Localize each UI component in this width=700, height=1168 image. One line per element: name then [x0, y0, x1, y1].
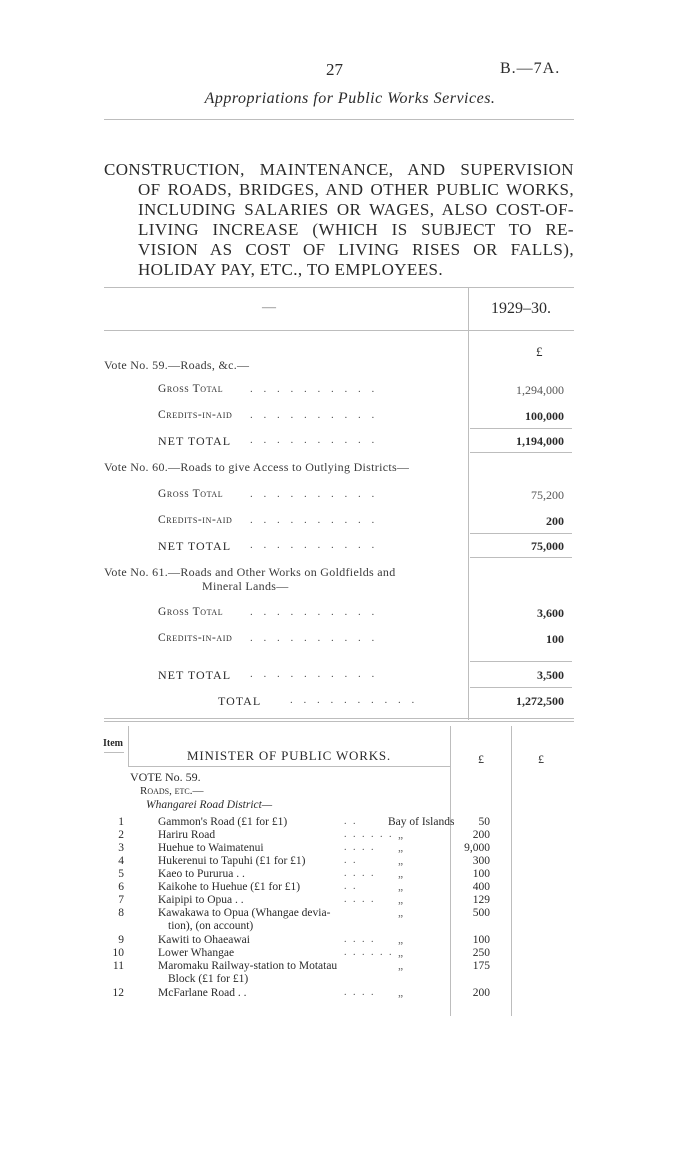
vote-61-credits-amount: 100: [546, 632, 564, 646]
leader-dots: . .: [344, 855, 358, 866]
item-amount: 100: [472, 868, 490, 880]
heading-line: HOLIDAY PAY, ETC., TO EMPLOYEES.: [138, 260, 444, 279]
item-district: „: [398, 829, 404, 841]
vote-60-gross-label: Gross Total: [158, 488, 224, 500]
heading-line: OF ROADS, BRIDGES, AND OTHER PUBLIC WORKS,: [138, 180, 574, 199]
table-top-rule: [104, 287, 574, 288]
heading-line: INCLUDING SALARIES OR WAGES, ALSO COST-OF-: [138, 200, 574, 219]
vote-59-label: Vote No. 59.—Roads, &c.—: [104, 358, 250, 372]
item-name: Hukerenui to Tapuhi (£1 for £1): [158, 855, 306, 867]
column-rule: [450, 726, 451, 1016]
item-name: Kawiti to Ohaeawai: [158, 934, 250, 946]
vote-59-net-amount: 1,194,000: [516, 434, 564, 448]
item-number: 7: [118, 894, 124, 906]
item-name: Kawakawa to Opua (Whangae devia-: [158, 907, 331, 919]
leader-dots: . . . .: [344, 934, 376, 945]
vote-59-gross-amount: 1,294,000: [516, 383, 564, 397]
item-amount: 400: [472, 881, 490, 893]
grand-total-label: TOTAL: [218, 694, 262, 708]
item-number: 4: [118, 855, 124, 867]
page-subtitle: Appropriations for Public Works Services.: [204, 90, 496, 107]
year-column-header: 1929–30.: [491, 300, 551, 317]
vote-59-credits-label: Credits-in-aid: [158, 409, 233, 421]
item-district: „: [398, 947, 404, 959]
item-district: „: [398, 934, 404, 946]
item-district: „: [398, 960, 404, 972]
vote-60-net-amount: 75,000: [531, 539, 564, 553]
leader-dots: . . . . . . . . . .: [290, 694, 419, 706]
item-name-continued: Block (£1 for £1): [168, 973, 249, 985]
header-rule: [104, 119, 574, 120]
item-name: Maromaku Railway-station to Motatau: [158, 960, 338, 972]
item-column-header: Item: [103, 738, 123, 749]
item-number: 9: [118, 934, 124, 946]
item-number: 10: [112, 947, 124, 959]
leader-dots: . . . . . .: [344, 947, 394, 958]
item-district: „: [398, 987, 404, 999]
item-number: 6: [118, 881, 124, 893]
item-amount: 175: [472, 960, 490, 972]
vote-61-gross-label: Gross Total: [158, 606, 224, 618]
leader-dots: . . . . . . . . . .: [250, 668, 379, 680]
vote-59-gross-label: Gross Total: [158, 383, 224, 395]
ministry-heading: MINISTER OF PUBLIC WORKS.: [187, 748, 391, 763]
vote-61-label: Vote No. 61.—Roads and Other Works on Goldfields and: [104, 565, 396, 579]
leader-dots: . . . . . . . . . .: [250, 632, 379, 644]
item-district: „: [398, 868, 404, 880]
subtotal-rule: [470, 428, 572, 429]
vote-60-credits-label: Credits-in-aid: [158, 514, 233, 526]
leader-dots: . . . . . . . . . .: [250, 488, 379, 500]
item-name: Huehue to Waimatenui: [158, 842, 264, 854]
description-column-header: —: [262, 300, 276, 315]
item-district: „: [398, 881, 404, 893]
vote-61-net-label: NET TOTAL: [158, 668, 232, 682]
item-amount: 9,000: [464, 842, 490, 854]
vote-59-net-label: NET TOTAL: [158, 434, 232, 448]
item-amount: 300: [472, 855, 490, 867]
vote-61-gross-amount: 3,600: [537, 606, 564, 620]
vote-heading: VOTE No. 59.: [130, 770, 201, 784]
table-column-rule: [468, 288, 469, 720]
subtotal-rule: [470, 452, 572, 453]
item-name: Hariru Road: [158, 829, 216, 841]
vote-60-credits-amount: 200: [546, 514, 564, 528]
vote-60-label: Vote No. 60.—Roads to give Access to Outlying Districts—: [104, 460, 410, 474]
currency-symbol: £: [536, 344, 543, 359]
subtotal-rule: [470, 557, 572, 558]
item-amount: 200: [472, 829, 490, 841]
item-amount: 200: [472, 987, 490, 999]
leader-dots: . . . . . .: [344, 829, 394, 840]
vote-60-gross-amount: 75,200: [531, 488, 564, 502]
column-rule: [511, 726, 512, 1016]
item-amount: 100: [472, 934, 490, 946]
leader-dots: . .: [344, 881, 358, 892]
district-heading: Whangarei Road District—: [146, 799, 273, 811]
leader-dots: . . . . . . . . . .: [250, 409, 379, 421]
detail-header-rule: [128, 766, 450, 767]
section-heading-roads: Roads, etc.—: [140, 785, 204, 797]
vote-61-credits-label: Credits-in-aid: [158, 632, 233, 644]
heading-line: CONSTRUCTION, MAINTENANCE, AND SUPERVISION: [104, 160, 574, 179]
item-number: 11: [112, 960, 124, 972]
item-number: 1: [118, 816, 124, 828]
total-rule: [470, 687, 572, 688]
vote-61-net-amount: 3,500: [537, 668, 564, 682]
item-name: Gammon's Road (£1 for £1): [158, 816, 288, 828]
leader-dots: . . . .: [344, 842, 376, 853]
table-bottom-rule: [104, 718, 574, 719]
leader-dots: . . . . . . . . . .: [250, 434, 379, 446]
item-district: Bay of Islands: [388, 816, 455, 828]
leader-dots: . . . . . . . . . .: [250, 383, 379, 395]
subtotal-rule: [470, 533, 572, 534]
item-district: „: [398, 894, 404, 906]
item-number: 12: [112, 987, 124, 999]
item-amount: 129: [472, 894, 490, 906]
vote-59-credits-amount: 100,000: [525, 409, 564, 423]
currency-symbol: £: [478, 752, 484, 766]
item-amount: 250: [472, 947, 490, 959]
item-name: Lower Whangae: [158, 947, 235, 959]
item-number: 2: [118, 829, 124, 841]
item-district: „: [398, 907, 404, 919]
section-heading: [104, 160, 574, 280]
item-district: „: [398, 855, 404, 867]
leader-dots: . . . . . . . . . .: [250, 606, 379, 618]
item-number: 5: [118, 868, 124, 880]
item-name: McFarlane Road . .: [158, 987, 247, 999]
leader-dots: . . . . . . . . . .: [250, 514, 379, 526]
item-name-continued: tion), (on account): [168, 920, 254, 932]
vote-61-label-continued: Mineral Lands—: [202, 579, 289, 593]
item-amount: 500: [472, 907, 490, 919]
leader-dots: . . . .: [344, 868, 376, 879]
heading-line: VISION AS COST OF LIVING RISES OR FALLS),: [138, 240, 574, 259]
leader-dots: . . . .: [344, 894, 376, 905]
document-reference: B.—7A.: [500, 60, 561, 77]
item-number: 8: [118, 907, 124, 919]
subtotal-rule: [470, 661, 572, 662]
item-name: Kaipipi to Opua . .: [158, 894, 244, 906]
detail-top-rule: [104, 721, 574, 722]
header-bottom-rule: [104, 330, 574, 331]
leader-dots: . . . . . . . . . .: [250, 539, 379, 551]
grand-total-amount: 1,272,500: [516, 694, 564, 708]
page-number: 27: [326, 60, 343, 79]
leader-dots: . .: [344, 816, 358, 827]
currency-symbol: £: [538, 752, 544, 766]
heading-line: LIVING INCREASE (WHICH IS SUBJECT TO RE-: [138, 220, 574, 239]
item-name: Kaikohe to Huehue (£1 for £1): [158, 881, 301, 893]
item-number: 3: [118, 842, 124, 854]
vote-60-net-label: NET TOTAL: [158, 539, 232, 553]
item-header-rule: [104, 752, 124, 753]
item-amount: 50: [478, 816, 490, 828]
leader-dots: . . . .: [344, 987, 376, 998]
item-district: „: [398, 842, 404, 854]
item-name: Kaeo to Pururua . .: [158, 868, 245, 880]
